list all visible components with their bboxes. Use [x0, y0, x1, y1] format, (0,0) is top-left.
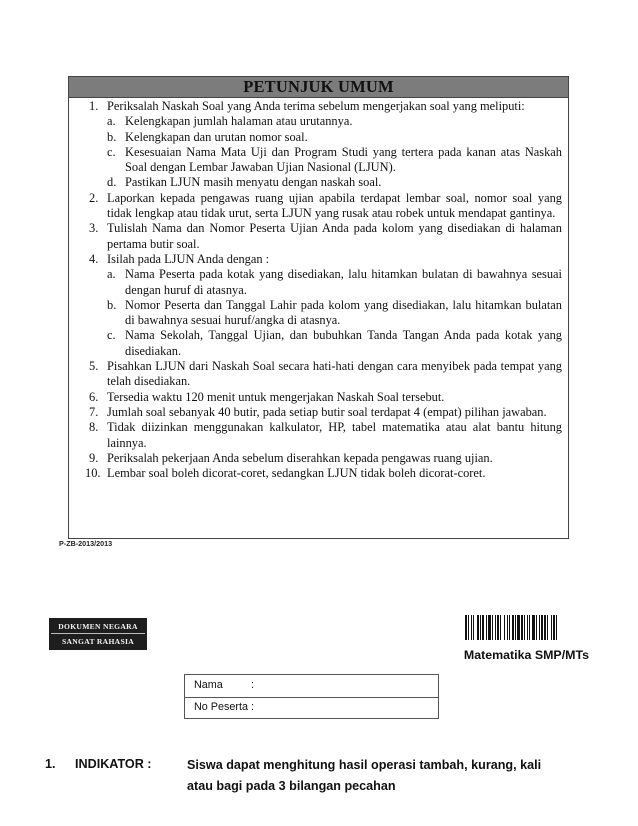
indicator-text-line-1: Siswa dapat menghitung hasil operasi tambah, kurang, kali	[187, 758, 542, 772]
instruction-number: 3.	[89, 221, 99, 236]
instruction-text: Laporkan kepada pengawas ruang ujian apabila terdapat lembar soal, nomor soal yang tidak lengkap atau tidak urut, serta LJUN yang rusak atau robek untuk mendapat gantinya.	[107, 190, 562, 221]
instruction-item	[89, 99, 562, 114]
instruction-number: 2.	[89, 190, 99, 205]
stamp-line-2: SANGAT RAHASIA	[61, 637, 135, 646]
participant-number-row[interactable]	[185, 697, 438, 719]
instruction-number: 8.	[89, 420, 99, 435]
document-code: P-ZB-2013/2013	[59, 539, 113, 548]
instruction-text: Tidak diizinkan menggunakan kalkulator, HP, tabel matematika atau alat bantu hitung lainnya.	[107, 420, 562, 450]
instruction-text: Isilah pada LJUN Anda dengan :	[107, 251, 270, 266]
indicator-text	[187, 755, 587, 797]
instruction-text: Lembar soal boleh dicorat-coret, sedangkan LJUN tidak boleh dicorat-coret.	[107, 466, 486, 481]
subject-label: Matematika SMP/MTs	[463, 648, 589, 662]
instruction-subitem	[107, 130, 562, 145]
instruction-number: 1.	[89, 99, 99, 113]
general-instructions-box	[68, 76, 569, 539]
instruction-item	[85, 466, 562, 481]
name-row[interactable]	[185, 675, 438, 698]
instruction-item	[89, 221, 562, 252]
instructions-title: PETUNJUK UMUM	[243, 77, 394, 96]
stamp-line-1: DOKUMEN NEGARA	[58, 622, 138, 631]
subitem-text: Nama Peserta pada kotak yang disediakan, lalu hitamkan bulatan di bawahnya sesuai dengan huruf di atasnya.	[125, 267, 562, 297]
instruction-text: Periksalah pekerjaan Anda sebelum diserahkan kepada pengawas ruang ujian.	[107, 450, 493, 465]
subitem-letter: a.	[107, 114, 116, 129]
instruction-text: Tersedia waktu 120 menit untuk mengerjakan Naskah Soal tersebut.	[107, 389, 445, 404]
subitem-text: Nomor Peserta dan Tanggal Lahir pada kolom yang disediakan, lalu hitamkan bulatan di bawahnya sesuai huruf/angka di atasnya.	[125, 297, 562, 328]
instruction-number: 6.	[89, 389, 99, 404]
instruction-item	[89, 359, 562, 390]
subitem-text: Nama Sekolah, Tanggal Ujian, dan bubuhkan Tanda Tangan Anda pada kotak yang disediakan.	[125, 328, 562, 358]
instruction-item	[89, 405, 562, 420]
instruction-item	[89, 252, 562, 267]
instruction-subitem	[107, 145, 562, 176]
instruction-text: Pisahkan LJUN dari Naskah Soal secara hati-hati dengan cara menyibek pada tempat yang telah disediakan.	[107, 359, 562, 389]
instruction-subitem	[107, 267, 562, 298]
subitem-text: Kelengkapan jumlah halaman atau urutannya.	[125, 114, 353, 129]
subitem-letter: b.	[107, 129, 117, 144]
instruction-number: 7.	[89, 404, 99, 419]
stamp-divider	[51, 633, 145, 634]
instructions-list	[85, 99, 562, 481]
instruction-text: Periksalah Naskah Soal yang Anda terima sebelum mengerjakan soal yang meliputi:	[107, 99, 525, 113]
instruction-subitem	[107, 175, 562, 190]
instruction-number: 10.	[85, 466, 101, 481]
subitem-letter: c.	[107, 328, 116, 343]
subitem-letter: a.	[107, 267, 116, 282]
name-label: Nama	[194, 679, 223, 691]
instruction-number: 9.	[89, 450, 99, 465]
barcode-icon	[465, 615, 588, 640]
instruction-text: Tulislah Nama dan Nomor Peserta Ujian Anda pada kolom yang disediakan di halaman pertama butir soal.	[107, 221, 562, 251]
subitem-letter: d.	[107, 175, 117, 190]
instruction-text: Jumlah soal sebanyak 40 butir, pada setiap butir soal terdapat 4 (empat) pilihan jawaban.	[107, 404, 547, 419]
instruction-subitem	[107, 328, 562, 359]
subitem-letter: c.	[107, 144, 116, 159]
instruction-item	[89, 390, 562, 405]
indicator-text-line-2: atau bagi pada 3 bilangan pecahan	[187, 779, 396, 793]
instruction-subitem	[107, 114, 562, 129]
instructions-header	[69, 77, 568, 98]
participant-number-label: No Peserta :	[194, 701, 255, 713]
instruction-item	[89, 451, 562, 466]
instruction-item	[89, 420, 562, 451]
instruction-subitem	[107, 298, 562, 329]
subitem-text: Kelengkapan dan urutan nomor soal.	[125, 129, 308, 144]
classification-stamp	[49, 618, 147, 650]
instruction-number: 4.	[89, 251, 99, 266]
subitem-letter: b.	[107, 297, 117, 312]
participant-id-table	[184, 674, 439, 719]
subitem-text: Kesesuaian Nama Mata Uji dan Program Studi yang tertera pada kanan atas Naskah Soal dengan Lembar Jawaban Ujian Nasional (LJUN).	[125, 144, 562, 175]
subitem-text: Pastikan LJUN masih menyatu dengan naskah soal.	[125, 175, 382, 190]
indicator-label: INDIKATOR :	[75, 757, 152, 771]
name-colon: :	[251, 679, 254, 691]
instruction-item	[89, 191, 562, 222]
instruction-number: 5.	[89, 359, 99, 374]
indicator-number: 1.	[45, 757, 56, 771]
